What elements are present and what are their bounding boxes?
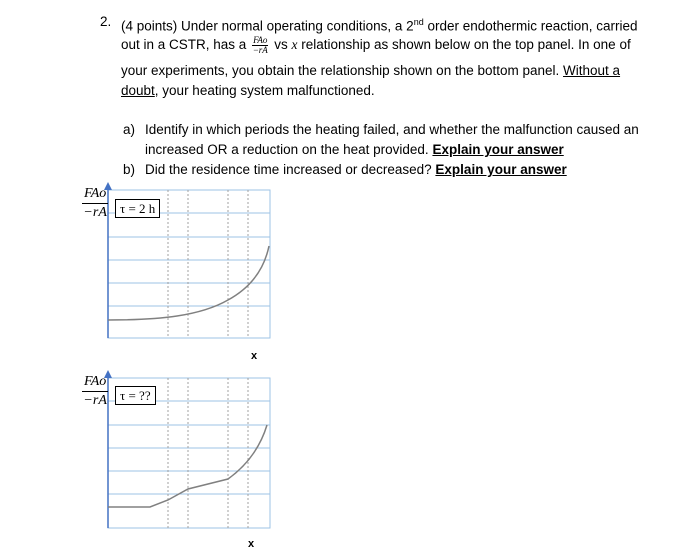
subq-b-explain: Explain your answer xyxy=(435,162,567,177)
underlined-without-a: Without a xyxy=(563,63,621,78)
top-y-label-denominator: −rA xyxy=(83,205,107,220)
question-text-1a: Under normal operating conditions, a 2 xyxy=(181,18,414,34)
subq-b-label: b) xyxy=(123,162,136,177)
question-text-4b: , your heating system malfunctioned. xyxy=(154,83,375,98)
question-number: 2. xyxy=(100,14,112,29)
subq-a-text: increased OR a reduction on the heat provided. xyxy=(145,142,433,157)
subq-a-explain: Explain your answer xyxy=(432,142,564,157)
top-x-axis-label: x xyxy=(251,350,258,362)
subq-a-line-1: Identify in which periods the heating failed, and whether the malfunction caused an xyxy=(145,122,639,137)
subq-a-label: a) xyxy=(123,122,136,137)
question-text-2b: vs xyxy=(274,37,288,52)
x-variable: x xyxy=(291,37,298,52)
inline-fraction-denominator: −rA xyxy=(252,44,268,55)
subq-b-text: Did the residence time increased or decreased? xyxy=(145,162,436,177)
underlined-doubt: doubt xyxy=(121,83,155,98)
bottom-y-axis-label xyxy=(82,373,108,410)
question-text-2c: relationship as shown below on the top panel. In one of xyxy=(301,37,631,52)
bottom-y-label-numerator: FAo xyxy=(82,373,108,392)
question-text-1b: order endothermic reaction, carried xyxy=(423,18,638,34)
question-points: (4 points) xyxy=(121,18,178,34)
top-y-axis-label xyxy=(82,185,108,222)
bottom-x-axis-label: x xyxy=(248,538,255,550)
question-text-3a: your experiments, you obtain the relationship shown on the bottom panel. xyxy=(121,63,564,78)
inline-fraction-numerator: FAo xyxy=(253,34,268,45)
top-y-label-numerator: FAo xyxy=(82,185,108,204)
bottom-tau-box: τ = ?? xyxy=(115,386,156,405)
question-text-2a: out in a CSTR, has a xyxy=(121,37,247,52)
bottom-y-label-denominator: −rA xyxy=(83,393,107,408)
superscript-nd: nd xyxy=(413,17,424,27)
top-tau-box: τ = 2 h xyxy=(115,199,160,218)
